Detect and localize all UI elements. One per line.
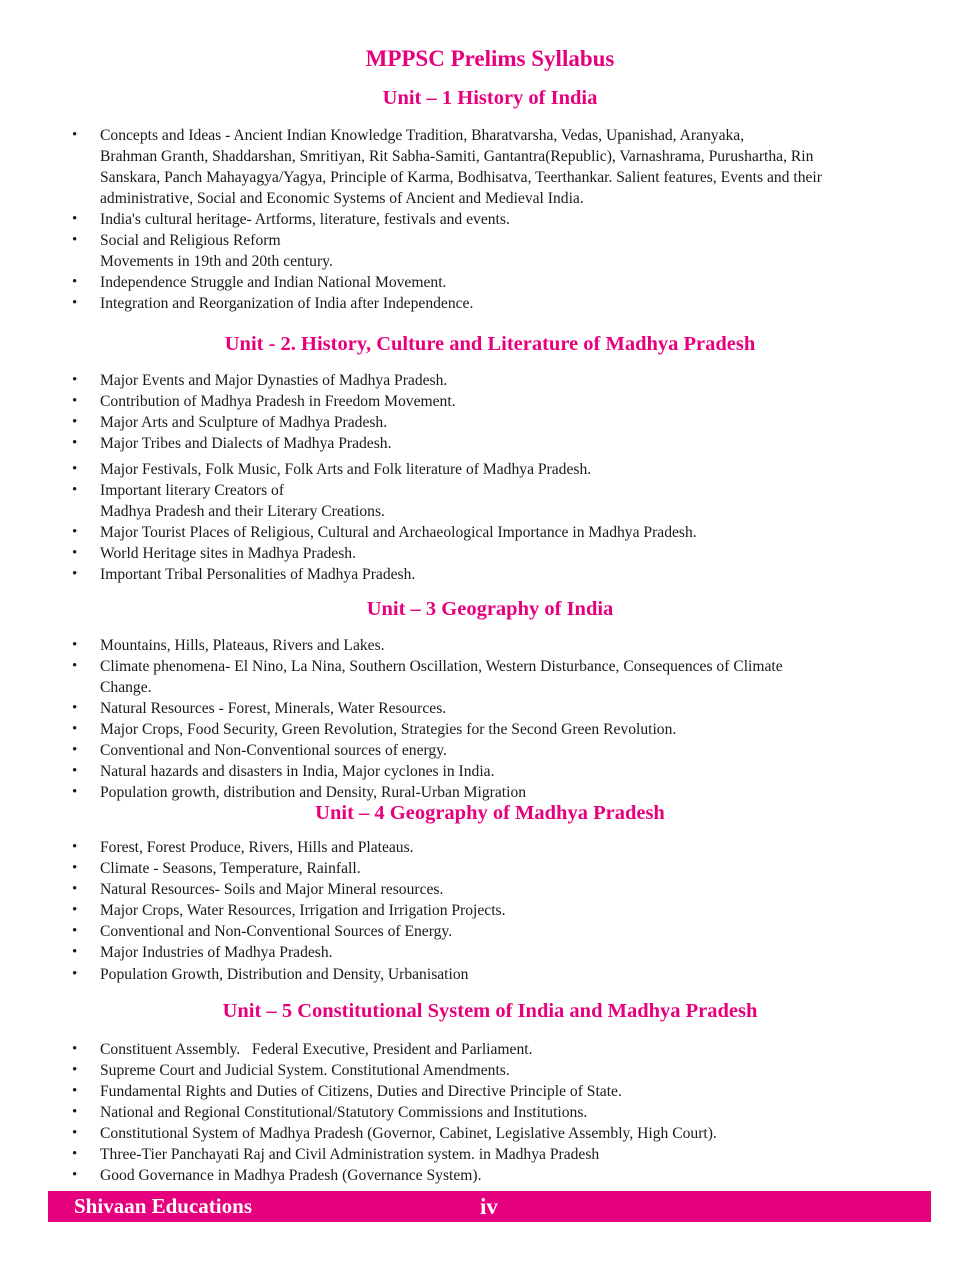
unit-3-list	[72, 635, 932, 803]
list-item: • Major Crops, Water Resources, Irrigation and Irrigation Projects.	[72, 900, 932, 921]
list-item: • Climate phenomena- El Nino, La Nina, Southern Oscillation, Western Disturbance, Consequences of Climate	[72, 656, 932, 677]
list-item: • Three-Tier Panchayati Raj and Civil Administration system. in Madhya Pradesh	[72, 1144, 932, 1165]
unit-2-list	[72, 370, 932, 585]
list-item: • Constituent Assembly. Federal Executive, President and Parliament.	[72, 1039, 932, 1060]
list-item: • Forest, Forest Produce, Rivers, Hills and Plateaus.	[72, 837, 932, 858]
footer-brand: Shivaan Educations	[74, 1194, 252, 1218]
list-item: • Natural Resources- Soils and Major Mineral resources.	[72, 879, 932, 900]
unit-2-heading: Unit - 2. History, Culture and Literature of Madhya Pradesh	[224, 333, 756, 355]
list-item: • Major Festivals, Folk Music, Folk Arts and Folk literature of Madhya Pradesh.	[72, 459, 932, 480]
list-item-continuation: Sanskara, Panch Mahayagya/Yagya, Principle of Karma, Bodhisatva, Teerthankar. Salient features, Events and their	[100, 169, 822, 186]
list-item: • Major Events and Major Dynasties of Madhya Pradesh.	[72, 370, 932, 391]
list-item: • Conventional and Non-Conventional sources of energy.	[72, 740, 932, 761]
list-item: • Major Crops, Food Security, Green Revolution, Strategies for the Second Green Revolution.	[72, 719, 932, 740]
list-item: • Climate - Seasons, Temperature, Rainfall.	[72, 858, 932, 879]
list-item-continuation: Madhya Pradesh and their Literary Creations.	[100, 503, 385, 520]
unit-4-list	[72, 837, 932, 985]
list-item-continuation: administrative, Social and Economic Systems of Ancient and Medieval India.	[100, 190, 584, 207]
unit-4-heading: Unit – 4 Geography of Madhya Pradesh	[315, 802, 665, 824]
list-item: • Conventional and Non-Conventional Sources of Energy.	[72, 921, 932, 942]
unit-5-heading: Unit – 5 Constitutional System of India and Madhya Pradesh	[222, 1000, 758, 1022]
page-number: iv	[480, 1194, 498, 1219]
list-item: • Good Governance in Madhya Pradesh (Governance System).	[72, 1165, 932, 1186]
list-item: • Major Tribes and Dialects of Madhya Pradesh.	[72, 433, 932, 454]
list-item: • Concepts and Ideas - Ancient Indian Knowledge Tradition, Bharatvarsha, Vedas, Upanishad, Aranyaka,	[72, 125, 932, 146]
list-item: • Natural hazards and disasters in India, Major cyclones in India.	[72, 761, 932, 782]
footer-bar	[48, 1191, 931, 1222]
page-title: MPPSC Prelims Syllabus	[365, 46, 615, 71]
list-item: • Contribution of Madhya Pradesh in Freedom Movement.	[72, 391, 932, 412]
unit-1-list	[72, 125, 932, 314]
list-item: • Constitutional System of Madhya Pradesh (Governor, Cabinet, Legislative Assembly, High Court).	[72, 1123, 932, 1144]
list-item: • Mountains, Hills, Plateaus, Rivers and Lakes.	[72, 635, 932, 656]
unit-5-list	[72, 1039, 932, 1186]
list-item-continuation: Movements in 19th and 20th century.	[100, 253, 333, 270]
list-item: • World Heritage sites in Madhya Pradesh.	[72, 543, 932, 564]
list-item-continuation: Brahman Granth, Shaddarshan, Smritiyan, Rit Sabha-Samiti, Gantantra(Republic), Varnashrama, Purushartha, Rin	[100, 148, 814, 165]
list-item: • Important Tribal Personalities of Madhya Pradesh.	[72, 564, 932, 585]
list-item: • Major Tourist Places of Religious, Cultural and Archaeological Importance in Madhya Pradesh.	[72, 522, 932, 543]
list-item: • Natural Resources - Forest, Minerals, Water Resources.	[72, 698, 932, 719]
list-item-continuation: Change.	[100, 679, 152, 696]
list-item: • Social and Religious Reform	[72, 230, 932, 251]
list-item: • Independence Struggle and Indian National Movement.	[72, 272, 932, 293]
list-item: • Major Industries of Madhya Pradesh.	[72, 942, 932, 963]
list-item: • Important literary Creators of	[72, 480, 932, 501]
list-item: • Integration and Reorganization of India after Independence.	[72, 293, 932, 314]
list-item: • National and Regional Constitutional/Statutory Commissions and Institutions.	[72, 1102, 932, 1123]
list-item: • Major Arts and Sculpture of Madhya Pradesh.	[72, 412, 932, 433]
list-item: • Supreme Court and Judicial System. Constitutional Amendments.	[72, 1060, 932, 1081]
unit-3-heading: Unit – 3 Geography of India	[366, 598, 614, 620]
list-item: • Population Growth, Distribution and Density, Urbanisation	[72, 964, 932, 985]
list-item: • Population growth, distribution and Density, Rural-Urban Migration	[72, 782, 932, 803]
list-item: • India's cultural heritage- Artforms, literature, festivals and events.	[72, 209, 932, 230]
unit-1-heading: Unit – 1 History of India	[382, 87, 598, 109]
list-item: • Fundamental Rights and Duties of Citizens, Duties and Directive Principle of State.	[72, 1081, 932, 1102]
